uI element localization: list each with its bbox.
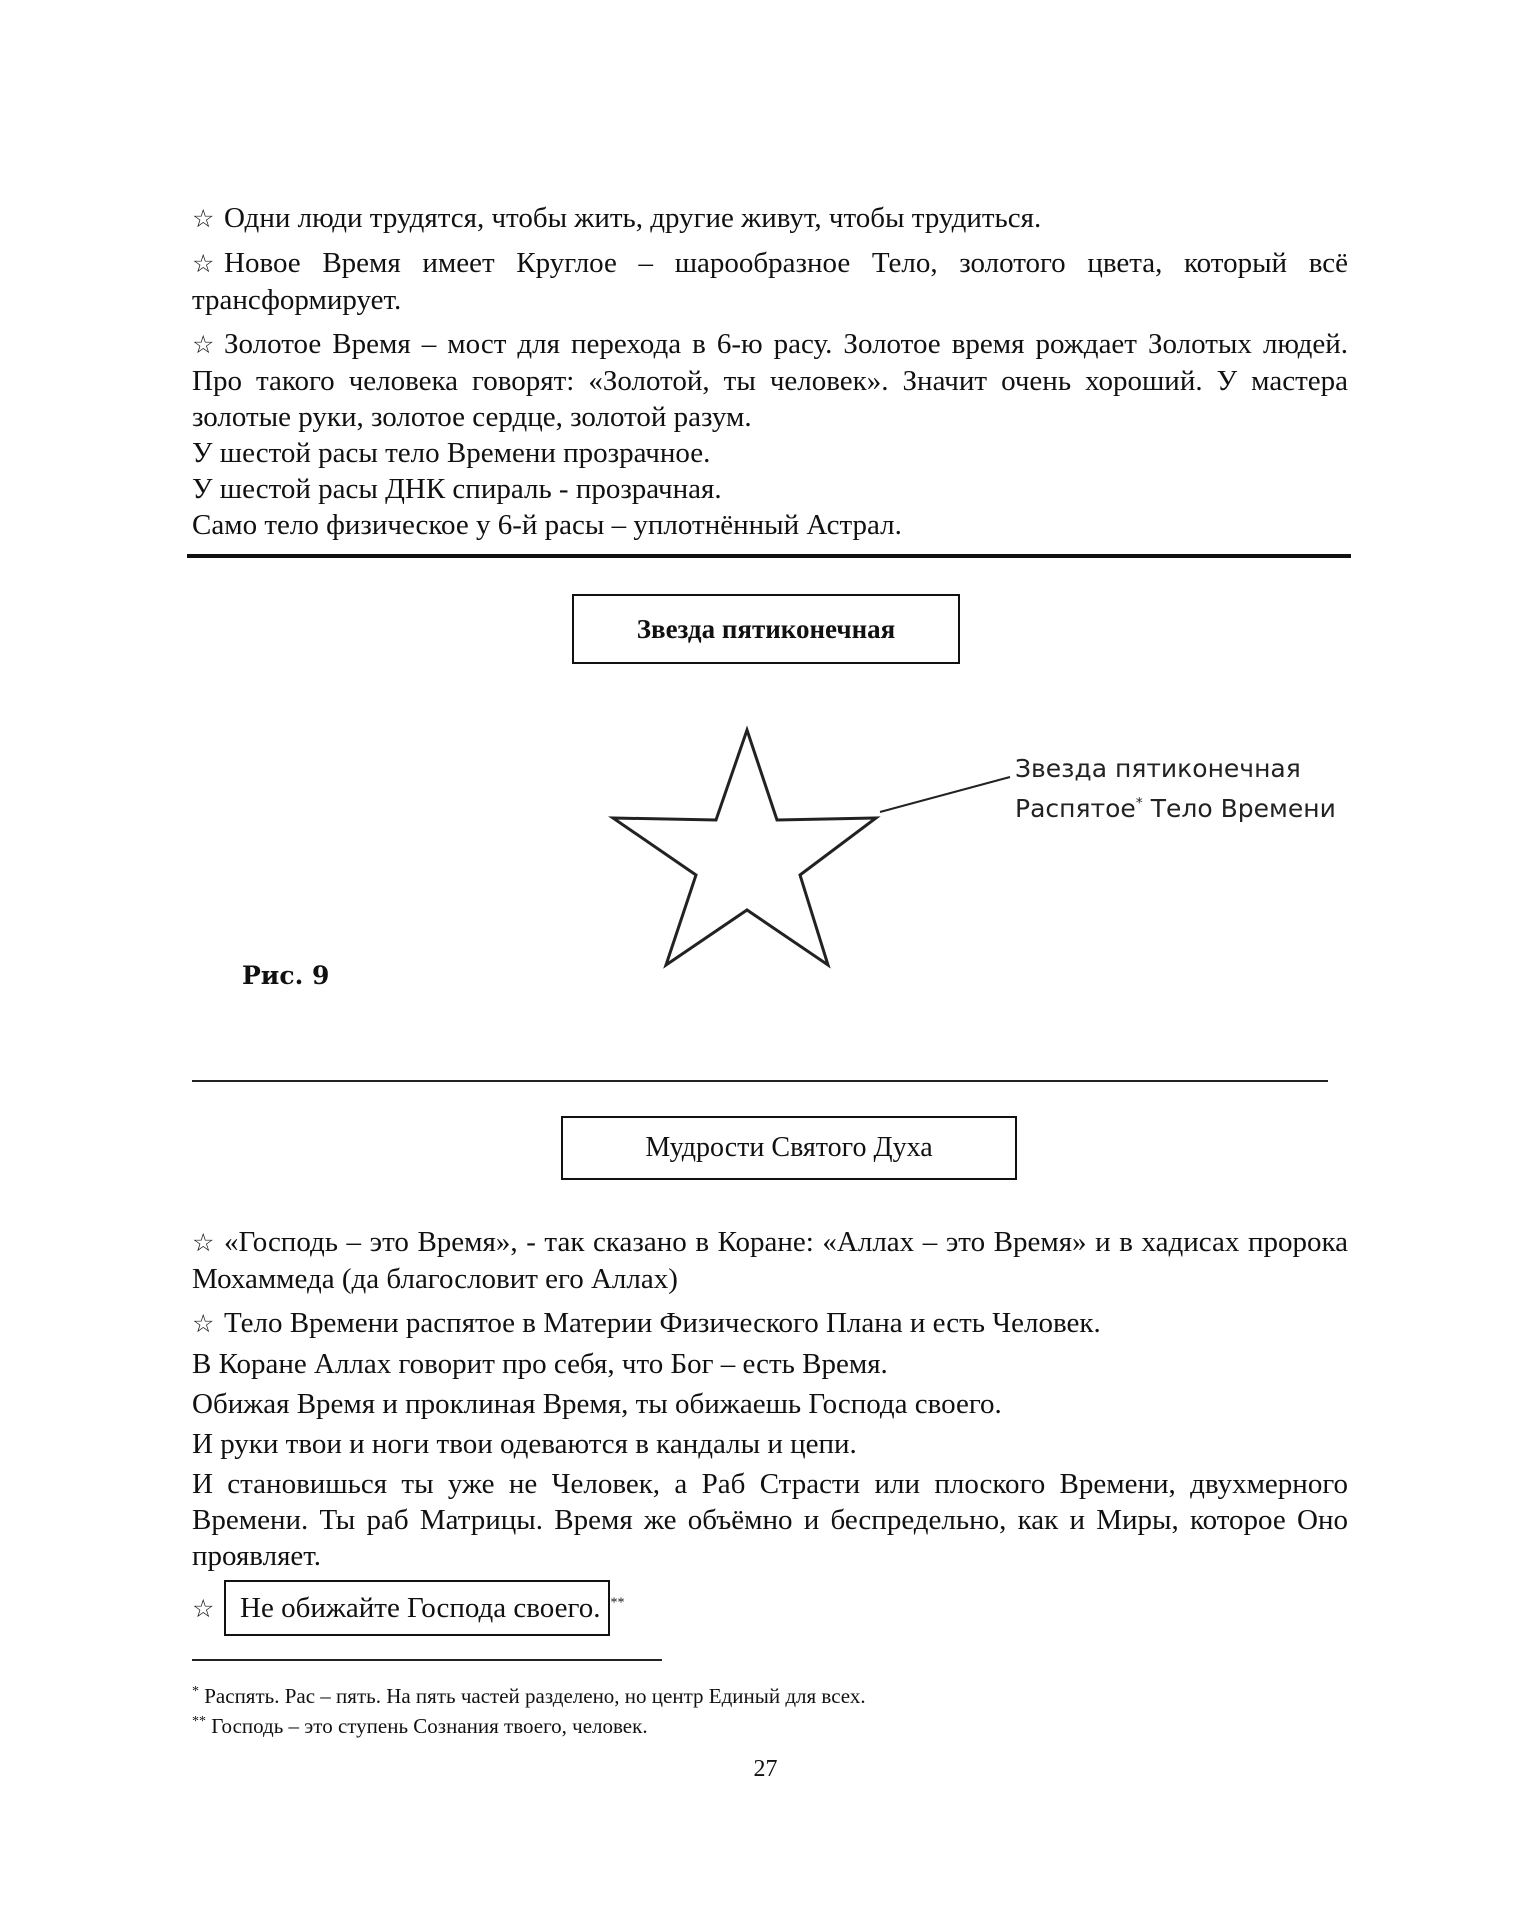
star-bullet-icon: ☆ xyxy=(192,249,215,278)
paragraph-3: ☆ Золотое Время – мост для перехода в 6-ю расу. Золотое время рождает Золотых людей. Про такого человека говорят: «Золотой, ты человек». Значит очень хороший. У мастера золотые руки, золотое сердце, золотой разум. xyxy=(192,328,1348,433)
section-divider-thin xyxy=(192,1080,1328,1082)
page-number: 27 xyxy=(753,1756,778,1782)
boxed-commandment: Не обижайте Господа своего. xyxy=(224,1580,610,1636)
paragraph-quran-quote: ☆ «Господь – это Время», - так сказано в Коране: «Аллах – это Время» и в хадисах пророка Мохаммеда (да благословит его Аллах) xyxy=(192,1226,1348,1295)
section-title-box: Мудрости Святого Духа xyxy=(561,1116,1017,1180)
figure-caption: Рис. 9 xyxy=(242,961,330,990)
figure-label-line-2: Распятое* Тело Времени xyxy=(1015,794,1336,823)
top-text-block xyxy=(192,200,1348,543)
line-sixth-race-physical-body: Само тело физическое у 6-й расы – уплотнённый Астрал. xyxy=(192,509,902,541)
footnote-ref-1: * xyxy=(1135,795,1143,812)
star-bullet-icon: ☆ xyxy=(192,1594,215,1623)
footnote-2: ** Господь – это ступень Сознания твоего, человек. xyxy=(192,1714,648,1738)
line-sixth-race-dna: У шестой расы ДНК спираль - прозрачная. xyxy=(192,473,722,505)
paragraph-1: ☆ Одни люди трудятся, чтобы жить, другие живут, чтобы трудиться. xyxy=(192,200,1348,237)
footnotes xyxy=(192,1681,1348,1741)
line-god-is-time: В Коране Аллах говорит про себя, что Бог – есть Время. xyxy=(192,1348,888,1380)
line-shackles: И руки твои и ноги твои одеваются в кандалы и цепи. xyxy=(192,1428,857,1460)
five-pointed-star-icon xyxy=(613,730,876,965)
paragraph-time-body: ☆ Тело Времени распятое в Материи Физического Плана и есть Человек. xyxy=(192,1305,1348,1342)
section-divider-thick xyxy=(187,554,1351,558)
line-sixth-race-time-body: У шестой расы тело Времени прозрачное. xyxy=(192,437,711,469)
wisdom-text-block xyxy=(192,1224,1348,1636)
footnote-1: * Распять. Рас – пять. На пять частей разделено, но центр Единый для всех. xyxy=(192,1684,866,1708)
star-bullet-icon: ☆ xyxy=(192,330,215,359)
figure-title-box: Звезда пятиконечная xyxy=(572,594,960,664)
star-bullet-icon: ☆ xyxy=(192,204,215,233)
footnote-divider xyxy=(192,1659,662,1661)
paragraph-slave-of-matrix: И становишься ты уже не Человек, а Раб Страсти или плоского Времени, двухмерного Времени. Ты раб Матрицы. Время же объёмно и беспредельно, как и Миры, которое Оно проявляет. xyxy=(192,1468,1348,1572)
footnote-ref-2: ** xyxy=(610,1595,625,1611)
line-offending-time: Обижая Время и проклиная Время, ты обижаешь Господа своего. xyxy=(192,1388,1002,1420)
paragraph-2: ☆ Новое Время имеет Круглое – шарообразное Тело, золотого цвета, который всё трансформирует. xyxy=(192,247,1348,316)
paragraph-boxed-commandment xyxy=(192,1580,1348,1636)
star-bullet-icon: ☆ xyxy=(192,1228,215,1257)
figure-label-line-1: Звезда пятиконечная xyxy=(1015,754,1301,783)
label-pointer-line xyxy=(880,777,1010,812)
star-bullet-icon: ☆ xyxy=(192,1309,215,1338)
